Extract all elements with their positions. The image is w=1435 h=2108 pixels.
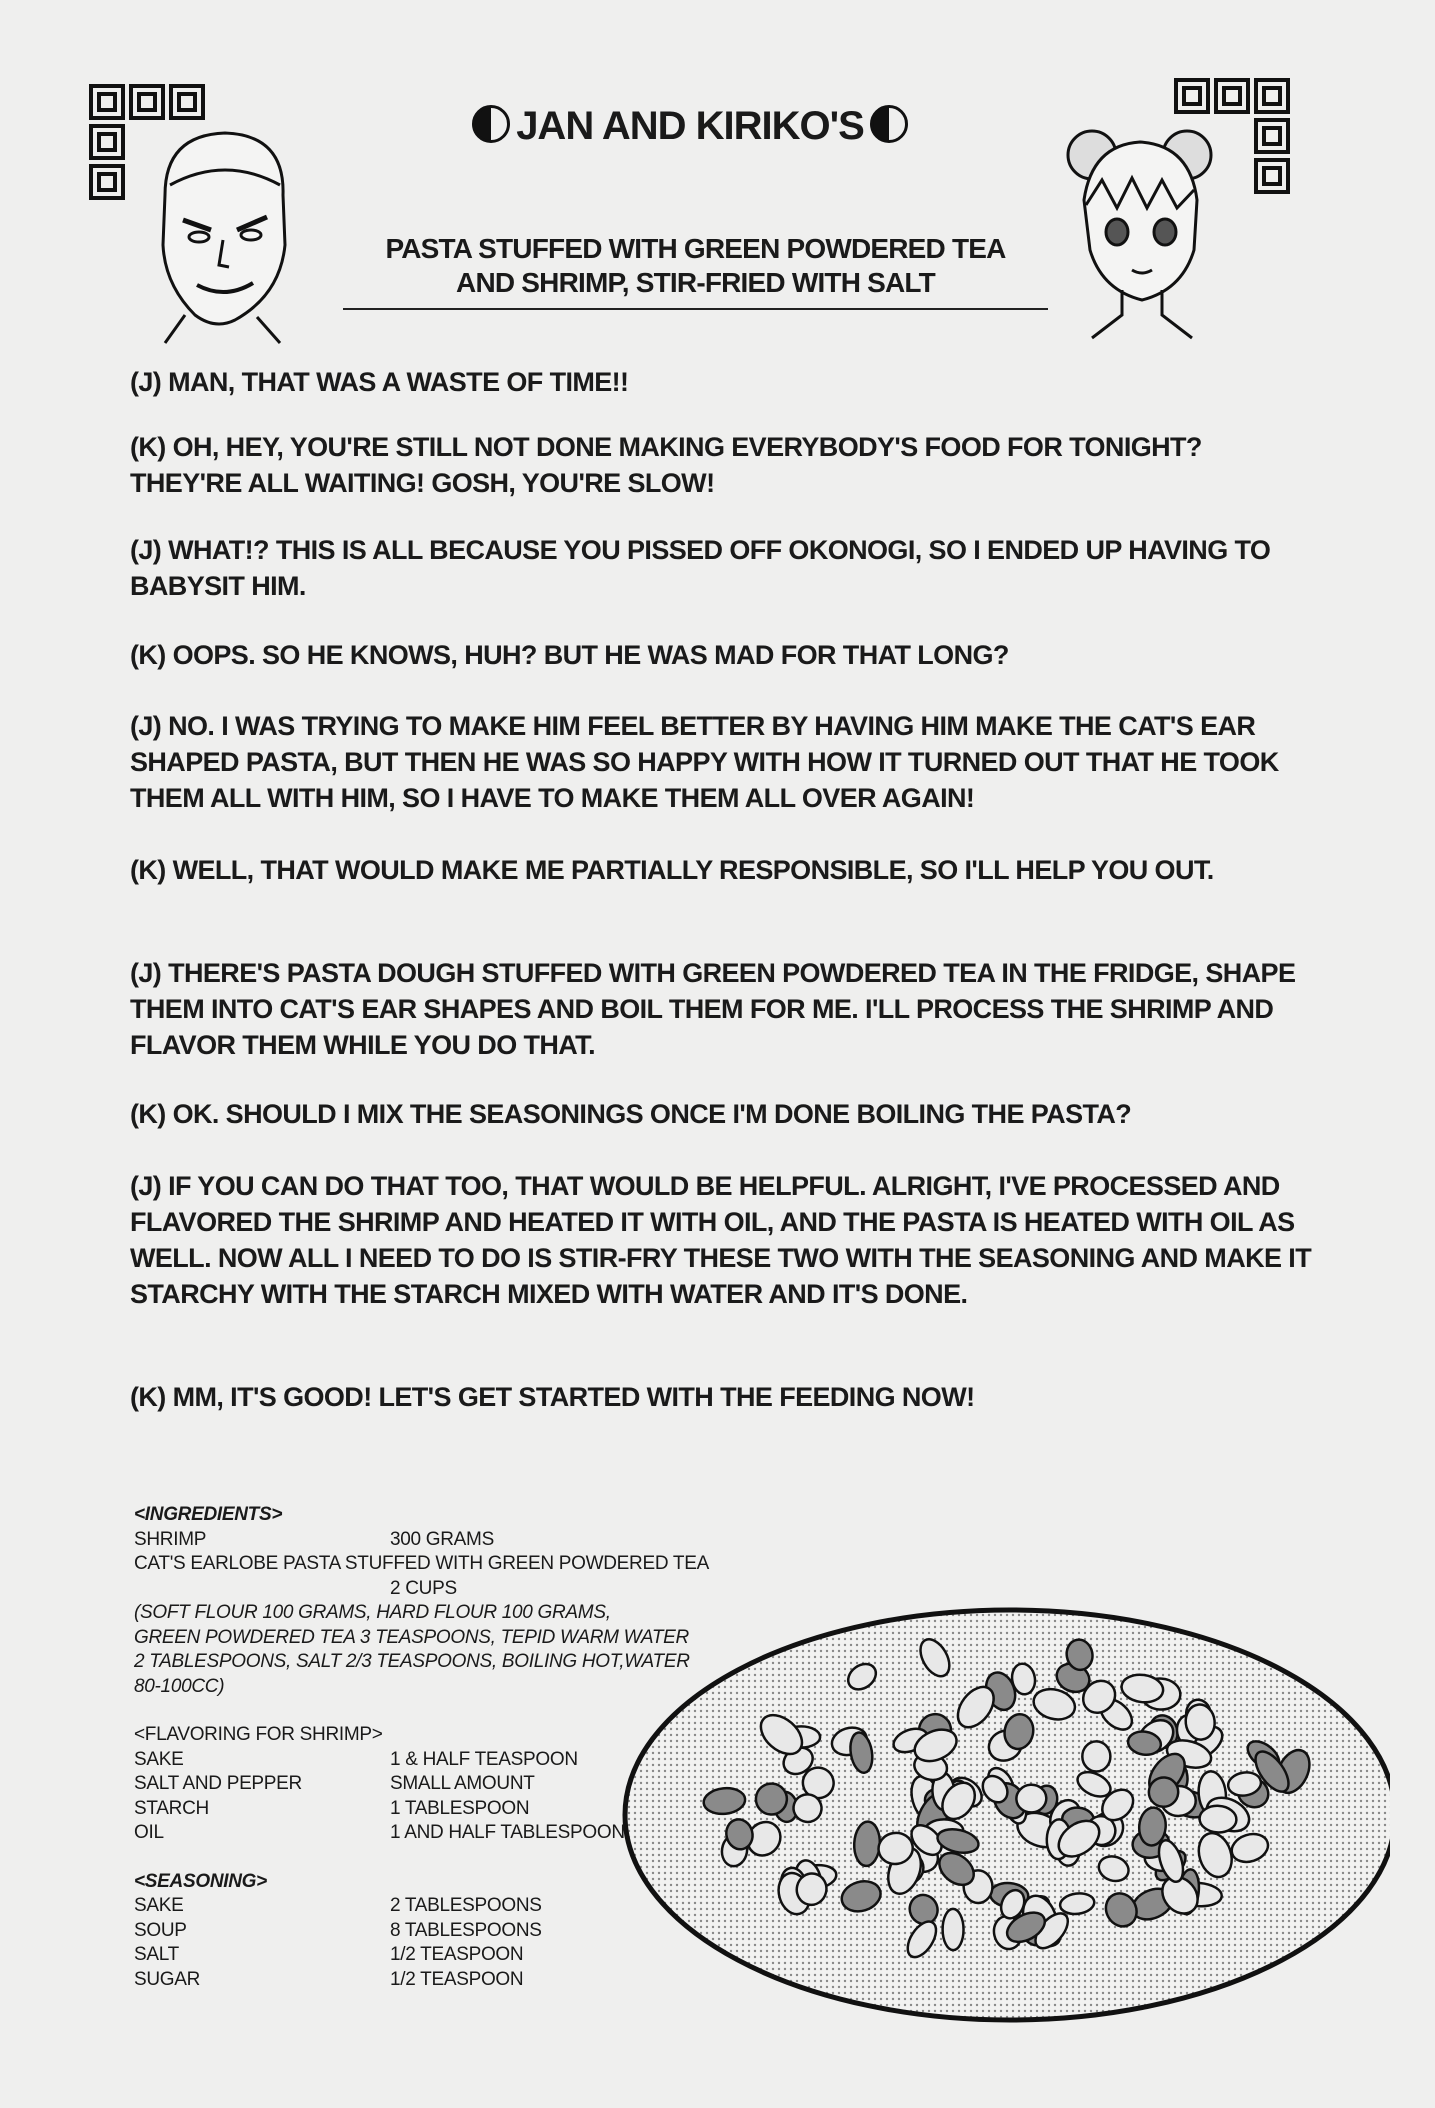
ingredient-row [134, 1821, 814, 1846]
dough-detail: (SOFT FLOUR 100 GRAMS, HARD FLOUR 100 GRAMS, [134, 1602, 611, 1623]
ingredient-name: SOUP [134, 1919, 187, 1941]
page-title [420, 104, 960, 149]
yin-yang-icon [472, 105, 510, 143]
dialogue-line: (J) NO. I WAS TRYING TO MAKE HIM FEEL BETTER BY HAVING HIM MAKE THE CAT'S EAR SHAPED PASTA, BUT THEN HE WAS SO HAPPY WITH HOW IT TURNED OUT THAT HE TOOK THEM ALL WITH HIM, SO I HAVE TO MAKE THEM ALL OVER AGAIN! [130, 711, 1279, 813]
dough-detail: 80-100CC) [134, 1675, 225, 1697]
dough-detail: GREEN POWDERED TEA 3 TEASPOONS, TEPID WARM WATER [134, 1626, 689, 1648]
ingredient-row [134, 1797, 814, 1822]
dialogue-line: (J) MAN, THAT WAS A WASTE OF TIME!! [130, 367, 629, 397]
ingredient-name: SALT AND PEPPER [134, 1773, 302, 1794]
subtitle-line: AND SHRIMP, STIR-FRIED WITH SALT [456, 267, 935, 298]
ingredient-row [134, 1772, 814, 1797]
ingredient-name: SHRIMP [134, 1528, 207, 1550]
ingredient-row [134, 1943, 814, 1968]
ingredients-list [134, 1503, 814, 1992]
dialogue-line: (J) WHAT!? THIS IS ALL BECAUSE YOU PISSED OFF OKONOGI, SO I ENDED UP HAVING TO BABYSIT HIM. [130, 535, 1271, 601]
ingredients-heading: <INGREDIENTS> [134, 1504, 283, 1525]
ingredient-name: SAKE [134, 1895, 184, 1916]
ingredient-amount: 1 & HALF TEASPOON [390, 1748, 578, 1770]
ingredient-amount: 2 CUPS [390, 1577, 457, 1599]
dialogue-line: (J) THERE'S PASTA DOUGH STUFFED WITH GREEN POWDERED TEA IN THE FRIDGE, SHAPE THEM INTO CAT'S EAR SHAPES AND BOIL THEM FOR ME. I'LL PROCESS THE SHRIMP AND FLAVOR THEM WHILE YOU DO THAT. [130, 958, 1296, 1060]
ingredient-row [134, 1894, 814, 1919]
ingredient-amount: SMALL AMOUNT [390, 1773, 535, 1794]
dialogue-line: (J) IF YOU CAN DO THAT TOO, THAT WOULD BE HELPFUL. ALRIGHT, I'VE PROCESSED AND FLAVORED THE SHRIMP AND HEATED IT WITH OIL, AND THE PASTA IS HEATED WITH OIL AS WELL. NOW ALL I NEED TO DO IS STIR-FRY THESE TWO WITH THE SEASONING AND MAKE IT STARCHY WITH THE STARCH MIXED WITH WATER AND IT'S DONE. [130, 1171, 1312, 1309]
ingredient-name: OIL [134, 1822, 164, 1843]
title-text: JAN AND KIRIKO'S [516, 104, 864, 148]
shrimp-piece [1015, 1784, 1047, 1814]
ingredient-name: SUGAR [134, 1968, 201, 1990]
shrimp-piece [943, 1909, 964, 1950]
dialogue-line: (K) WELL, THAT WOULD MAKE ME PARTIALLY RESPONSIBLE, SO I'LL HELP YOU OUT. [130, 855, 1214, 885]
jan-portrait [145, 125, 300, 345]
kiriko-portrait [1062, 120, 1217, 340]
ingredient-name: SAKE [134, 1748, 184, 1770]
dialogue-line: (K) OK. SHOULD I MIX THE SEASONINGS ONCE I'M DONE BOILING THE PASTA? [130, 1099, 1132, 1129]
flavoring-heading: <FLAVORING FOR SHRIMP> [134, 1724, 383, 1745]
ingredient-name: SALT [134, 1944, 179, 1965]
ingredient-row [134, 1748, 814, 1773]
pasta-piece [853, 1821, 881, 1867]
yin-yang-icon [870, 105, 908, 143]
ingredient-amount: 1 AND HALF TABLESPOON [390, 1822, 625, 1843]
ingredient-row [134, 1528, 814, 1553]
ingredient-name: CAT'S EARLOBE PASTA STUFFED WITH GREEN POWDERED TEA [134, 1553, 709, 1574]
dialogue-line: (K) OH, HEY, YOU'RE STILL NOT DONE MAKING EVERYBODY'S FOOD FOR TONIGHT? THEY'RE ALL WAITING! GOSH, YOU'RE SLOW! [130, 432, 1202, 498]
dialogue-line: (K) OOPS. SO HE KNOWS, HUH? BUT HE WAS MAD FOR THAT LONG? [130, 640, 1009, 670]
ingredient-row [134, 1919, 814, 1944]
dialogue-line: (K) MM, IT'S GOOD! LET'S GET STARTED WITH THE FEEDING NOW! [130, 1382, 975, 1412]
ingredient-row [134, 1968, 814, 1993]
ingredient-name: STARCH [134, 1797, 209, 1819]
ingredient-amount: 8 TABLESPOONS [390, 1919, 542, 1941]
ingredient-amount: 300 GRAMS [390, 1528, 494, 1550]
ingredient-amount: 1/2 TEASPOON [390, 1968, 524, 1990]
ingredient-amount: 2 TABLESPOONS [390, 1895, 542, 1916]
recipe-subtitle [343, 232, 1048, 310]
seasoning-heading: <SEASONING> [134, 1870, 267, 1892]
shrimp-piece [1199, 1805, 1237, 1833]
shrimp-piece [1082, 1741, 1111, 1772]
ingredient-amount: 1 TABLESPOON [390, 1797, 530, 1819]
ingredient-amount: 1/2 TEASPOON [390, 1944, 524, 1965]
dough-detail: 2 TABLESPOONS, SALT 2/3 TEASPOONS, BOILING HOT,WATER [134, 1651, 690, 1672]
subtitle-line: PASTA STUFFED WITH GREEN POWDERED TEA [385, 233, 1006, 264]
